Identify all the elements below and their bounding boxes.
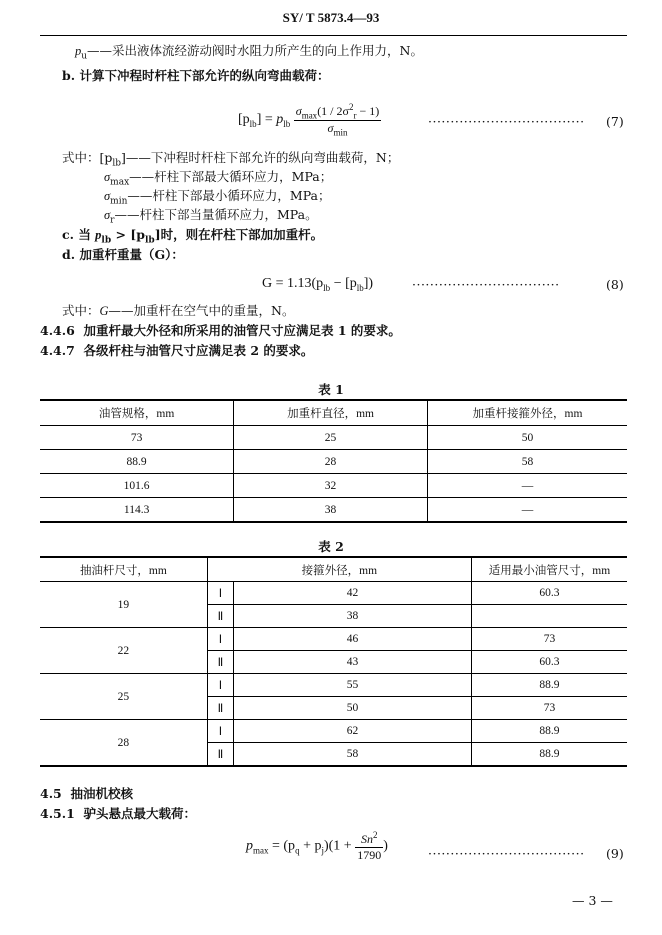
rod-size-cell: 25 xyxy=(40,674,207,720)
coupling-od-cell: 62 xyxy=(234,720,472,743)
where-lb: 式中：$[p_{lb}]——$下冲程时杆柱下部允许的纵向弯曲载荷，N； xyxy=(62,150,400,169)
grade-cell: Ⅰ xyxy=(207,720,233,743)
section-4-5: 4.5 抽油机校核 xyxy=(40,786,133,801)
table-row xyxy=(40,720,627,743)
table-row xyxy=(40,450,627,474)
pu-definition: $p_u——$采出液体流经游动阀时水阻力所产生的向上作用力，N。 xyxy=(75,43,423,62)
table-row xyxy=(40,674,627,697)
equation-9-dots: ··································· xyxy=(428,846,585,861)
table-2-title: 表 2 xyxy=(318,539,344,554)
table-cell: 88.9 xyxy=(40,450,234,474)
document-header: SY/ T 5873.4—93 xyxy=(282,10,380,25)
grade-cell: Ⅱ xyxy=(207,605,233,628)
where-g: 式中：G——加重杆在空气中的重量，N。 xyxy=(62,303,295,318)
equation-9: $p_{max} = (p_q + p_j)(1$ + $\frac{Sn^2}{1790}$ ) xyxy=(246,830,388,862)
item-b: b. 计算下冲程时杆柱下部允许的纵向弯曲载荷： xyxy=(62,68,330,83)
tubing-size-cell: 88.9 xyxy=(471,743,627,767)
coupling-od-cell: 38 xyxy=(234,605,472,628)
table-1-header: 加重杆接箍外径，mm xyxy=(427,400,627,426)
rod-size-cell: 28 xyxy=(40,720,207,767)
where-sigma-max: $\sigma_{max}——$杆柱下部最大循环应力，MPa； xyxy=(104,169,333,188)
item-d: d. 加重杆重量（G）： xyxy=(62,247,184,262)
grade-cell: Ⅱ xyxy=(207,743,233,767)
table-1-title: 表 1 xyxy=(318,382,344,397)
where-sigma-min: $\sigma_{min}——$杆柱下部最小循环应力，MPa； xyxy=(104,188,331,207)
rod-size-cell: 22 xyxy=(40,628,207,674)
table-cell: 114.3 xyxy=(40,498,234,523)
tubing-size-cell xyxy=(471,605,627,628)
tubing-size-cell: 60.3 xyxy=(471,582,627,605)
header-rule xyxy=(40,35,627,36)
equation-7: $[p_{lb}] = p_{lb}$ $\frac{\sigma_{max}(1 / 2\sigma^2_r - 1)}{\sigma_{min}}$ xyxy=(238,102,380,138)
tubing-size-cell: 88.9 xyxy=(471,720,627,743)
grade-cell: Ⅰ xyxy=(207,628,233,651)
table-row xyxy=(40,426,627,450)
tubing-size-cell: 88.9 xyxy=(471,674,627,697)
equation-7-dots: ··································· xyxy=(428,114,585,129)
table-row xyxy=(40,582,627,605)
coupling-od-cell: 55 xyxy=(234,674,472,697)
section-4-4-6: 4.4.6 加重杆最大外径和所采用的油管尺寸应满足表 1 的要求。 xyxy=(40,323,401,338)
grade-cell: Ⅰ xyxy=(207,582,233,605)
table-1 xyxy=(40,399,627,523)
rod-size-cell: 19 xyxy=(40,582,207,628)
table-1-header: 油管规格，mm xyxy=(40,400,234,426)
coupling-od-cell: 46 xyxy=(234,628,472,651)
table-cell: 101.6 xyxy=(40,474,234,498)
coupling-od-cell: 42 xyxy=(234,582,472,605)
tubing-size-cell: 73 xyxy=(471,628,627,651)
table-cell: 50 xyxy=(427,426,627,450)
coupling-od-cell: 43 xyxy=(234,651,472,674)
table-row xyxy=(40,498,627,523)
table-row xyxy=(40,474,627,498)
table-2-header: 接箍外径，mm xyxy=(207,557,471,582)
equation-8: $G = 1.13(p_{lb} - [p_{lb}])$ xyxy=(262,276,374,293)
table-cell: — xyxy=(427,474,627,498)
table-2 xyxy=(40,556,627,767)
section-4-5-1: 4.5.1 驴头悬点最大载荷： xyxy=(40,806,197,821)
table-cell: 38 xyxy=(234,498,428,523)
table-cell: 58 xyxy=(427,450,627,474)
equation-8-dots: ································· xyxy=(412,277,560,292)
tubing-size-cell: 60.3 xyxy=(471,651,627,674)
coupling-od-cell: 50 xyxy=(234,697,472,720)
where-sigma-r: $\sigma_r——$杆柱下部当量循环应力，MPa。 xyxy=(104,207,318,226)
grade-cell: Ⅱ xyxy=(207,651,233,674)
table-cell: — xyxy=(427,498,627,523)
item-c: c. 当 $p_{lb} > [p_{lb}]$时，则在杆柱下部加加重杆。 xyxy=(62,227,324,246)
table-2-header: 适用最小油管尺寸，mm xyxy=(471,557,627,582)
table-cell: 73 xyxy=(130,431,143,444)
section-4-4-7: 4.4.7 各级杆柱与油管尺寸应满足表 2 的要求。 xyxy=(40,343,314,358)
equation-9-label: (9) xyxy=(606,846,624,861)
page-number: — 3 — xyxy=(572,893,613,908)
table-row xyxy=(40,628,627,651)
table-cell: 32 xyxy=(234,474,428,498)
grade-cell: Ⅰ xyxy=(207,674,233,697)
coupling-od-cell: 58 xyxy=(234,743,472,767)
equation-7-label: (7) xyxy=(606,114,624,129)
table-cell: 28 xyxy=(234,450,428,474)
grade-cell: Ⅱ xyxy=(207,697,233,720)
table-cell: 25 xyxy=(234,426,428,450)
equation-8-label: (8) xyxy=(606,277,624,292)
table-1-header: 加重杆直径，mm xyxy=(234,400,428,426)
tubing-size-cell: 73 xyxy=(471,697,627,720)
table-2-header: 抽油杆尺寸，mm xyxy=(40,557,207,582)
